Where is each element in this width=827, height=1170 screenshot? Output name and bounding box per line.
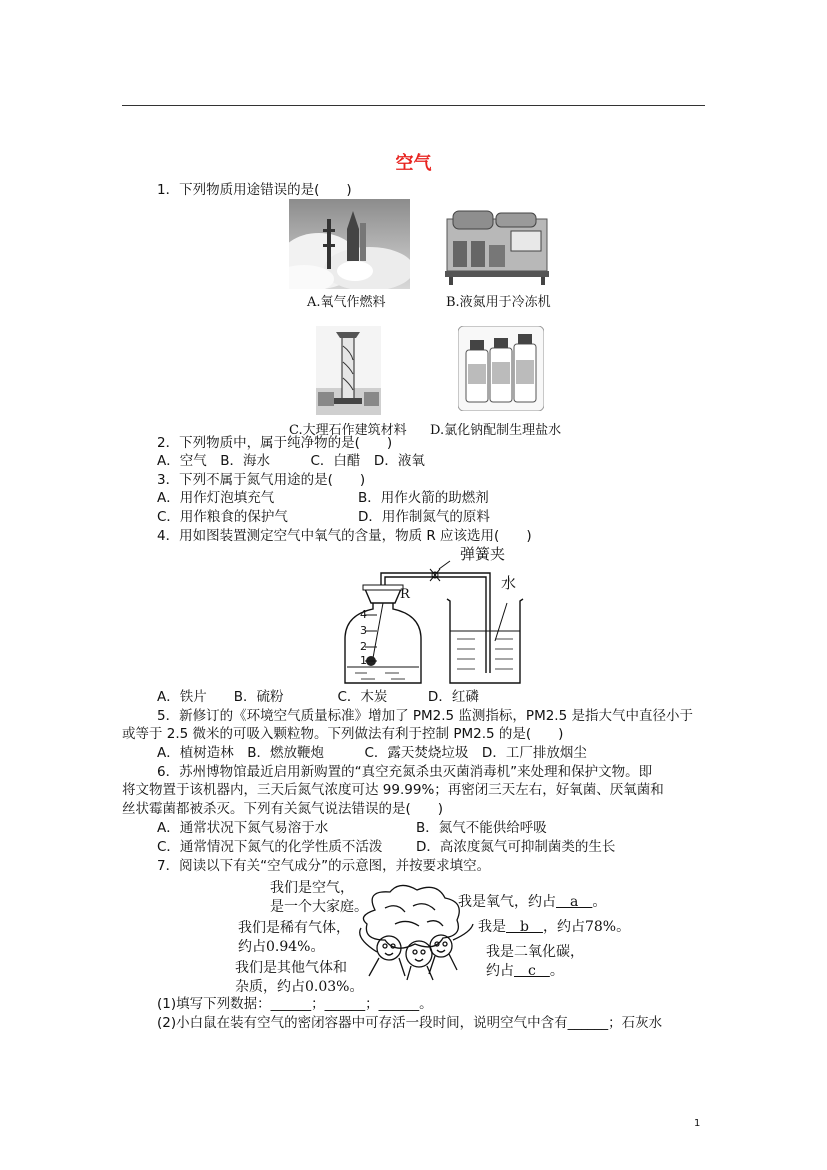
q6-line1: 6．苏州博物馆最近启用新购置的“真空充氮杀虫灭菌消毒机”来处理和保护文物。即 — [157, 764, 653, 780]
q7-sub1: (1)填写下列数据：______；______；______。 — [157, 996, 433, 1012]
refrigeration-machine-image — [441, 201, 553, 286]
q6-option-b: B．氮气不能供给呼吸 — [416, 820, 547, 836]
q4-tick-3: 3 — [360, 624, 367, 637]
q7-stem: 7．阅读以下有关“空气成分”的示意图，并按要求填空。 — [157, 858, 491, 874]
q2-options: A．空气 B．海水 C．白醋 D．液氧 — [157, 453, 425, 469]
q4-stem: 4．用如图装置测定空气中氧气的含量，物质 R 应该选用( ) — [157, 528, 532, 544]
q3-option-c: C．用作粮食的保护气 — [157, 509, 288, 525]
q4-tick-2: 2 — [360, 640, 367, 653]
q7-co2-bubble: 约占 c 。 — [486, 963, 564, 979]
q6-line2: 将文物置于该机器内，三天后氮气浓度可达 99.99%；再密闭三天左右，好氧菌、厌氧菌和 — [122, 782, 664, 798]
q1-stem: 1．下列物质用途错误的是( ) — [157, 182, 352, 198]
q1-caption-d: D.氯化钠配制生理盐水 — [430, 423, 562, 438]
header-rule — [122, 105, 705, 106]
q4-clamp-label: 弹簧夹 — [460, 545, 506, 563]
page-number: 1 — [694, 1118, 701, 1129]
q1-caption-c: C.大理石作建筑材料 — [289, 423, 407, 438]
page-title: 空气 — [395, 153, 432, 174]
q7-sub2: (2)小白鼠在装有空气的密闭容器中可存活一段时间，说明空气中含有______；石灰水 — [157, 1015, 663, 1031]
saline-bottles-image — [458, 326, 544, 411]
q5-line1: 5．新修订的《环境空气质量标准》增加了 PM2.5 监测指标，PM2.5 是指大气中直径小于 — [157, 708, 693, 724]
q7-other-line1: 我们是其他气体和 — [235, 960, 347, 976]
q4-water-label: 水 — [501, 574, 517, 592]
q7-oxygen-bubble: 我是氧气，约占 a 。 — [458, 894, 607, 910]
q5-line2: 或等于 2.5 微米的可吸入颗粒物。下列做法有利于控制 PM2.5 的是( ) — [122, 726, 564, 742]
q7-blank-a: a — [556, 894, 593, 910]
q4-tick-1: 1 — [360, 654, 367, 667]
q6-line3: 丝状霉菌都被杀灭。下列有关氮气说法错误的是( ) — [122, 801, 444, 817]
q7-nitrogen-bubble: 我是 b ，约占78%。 — [478, 919, 631, 935]
q7-other-line2: 杂质，约占0.03%。 — [235, 979, 364, 995]
q7-rare-line2: 约占0.94%。 — [238, 939, 325, 955]
q7-blank-b: b — [506, 919, 543, 935]
q7-blank-c: c — [514, 963, 550, 979]
q5-options: A．植树造林 B．燃放鞭炮 C．露天焚烧垃圾 D．工厂排放烟尘 — [157, 745, 587, 761]
q4-options: A．铁片 B．硫粉 C．木炭 D．红磷 — [157, 689, 479, 705]
q4-tick-4: 4 — [360, 608, 367, 621]
rocket-launch-image — [289, 199, 410, 289]
q7-rare-line1: 我们是稀有气体， — [238, 920, 350, 936]
q4-r-label: R — [400, 587, 410, 602]
q3-option-d: D．用作制氮气的原料 — [358, 509, 490, 525]
q6-option-d: D．高浓度氮气可抑制菌类的生长 — [416, 839, 616, 855]
marble-column-image — [316, 326, 381, 415]
q6-option-a: A．通常状况下氮气易溶于水 — [157, 820, 329, 836]
q3-option-b: B．用作火箭的助燃剂 — [358, 490, 489, 506]
q7-air-line2: 是一个大家庭。 — [270, 899, 368, 915]
q3-stem: 3．下列不属于氮气用途的是( ) — [157, 472, 366, 488]
q1-caption-b: B.液氮用于冷冻机 — [446, 295, 551, 310]
q7-co2-line1: 我是二氧化碳， — [486, 944, 584, 960]
q6-option-c: C．通常情况下氮气的化学性质不活泼 — [157, 839, 383, 855]
q2-stem: 2．下列物质中，属于纯净物的是( ) — [157, 435, 393, 451]
q1-caption-a: A.氧气作燃料 — [307, 295, 386, 310]
q3-option-a: A．用作灯泡填充气 — [157, 490, 275, 506]
q7-air-line1: 我们是空气， — [270, 880, 354, 896]
